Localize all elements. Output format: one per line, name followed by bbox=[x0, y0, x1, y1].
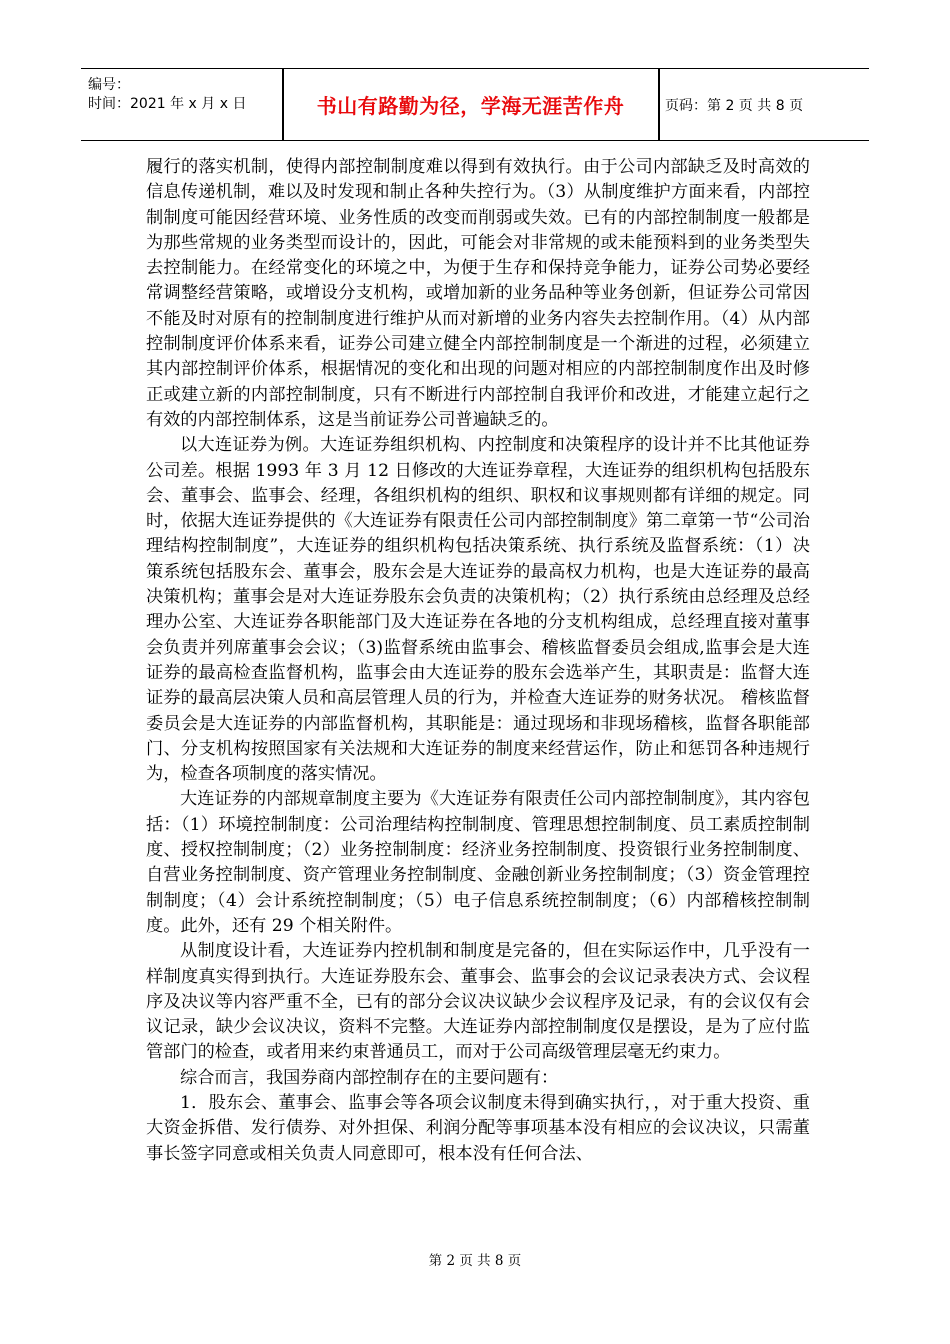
paragraph: 1．股东会、董事会、监事会等各项会议制度未得到确实执行，，对于重大投资、重大资金拆借、发行债券、对外担保、利润分配等事项基本没有相应的会议决议，只需董事长签字同意或相关负责人同意即可，根本没有任何合法、 bbox=[146, 1092, 810, 1164]
page-footer: 第 2 页 共 8 页 bbox=[428, 1253, 522, 1269]
header-divider bbox=[658, 69, 660, 140]
header-page-info: 页码：第 2 页 共 8 页 bbox=[665, 97, 804, 114]
time-label: 时间：2021 年 x 月 x 日 bbox=[88, 96, 247, 112]
document-body bbox=[146, 155, 810, 1167]
page-header bbox=[81, 68, 869, 141]
header-meta bbox=[81, 69, 281, 140]
header-motto: 书山有路勤为径，学海无涯苦作舟 bbox=[316, 94, 625, 118]
paragraph: 大连证券的内部规章制度主要为《大连证券有限责任公司内部控制制度》，其内容包括：（1）环境控制制度：公司治理结构控制制度、管理思想控制制度、员工素质控制制度、授权控制制度；（2）业务控制制度：经济业务控制制度、投资银行业务控制制度、自营业务控制制度、资产管理业务控制制度、金融创新业务控制制度；（3）资金管理控制制度；（4）会计系统控制制度；（5）电子信息系统控制制度；（6）内部稽核控制制度。此外，还有 29 个相关附件。 bbox=[146, 789, 810, 936]
paragraph: 综合而言，我国券商内部控制存在的主要问题有： bbox=[180, 1067, 559, 1088]
paragraph: 以大连证券为例。大连证券组织机构、内控制度和决策程序的设计并不比其他证券公司差。根据 1993 年 3 月 12 日修改的大连证券章程，大连证券的组织机构包括股东会、董事会、监事会、经理，各组织机构的组织、职权和议事规则都有详细的规定。同时，依据大连证券提供的《大连证券有限责任公司内部控制制度》第二章第一节“公司治理结构控制制度”，大连证券的组织机构包括决策系统、执行系统及监督系统：（1）决策系统包括股东会、董事会，股东会是大连证券的最高权力机构，也是大连证券的最高决策机构；董事会是对大连证券股东会负责的决策机构；（2）执行系统由总经理及总经理办公室、大连证券各职能部门及大连证券在各地的分支机构组成，总经理直接对董事会负责并列席董事会会议；（3)监督系统由监事会、稽核监督委员会组成,监事会是大连证券的最高检查监督机构，监事会由大连证券的股东会选举产生，其职责是：监督大连证券的最高层决策人员和高层管理人员的行为，并检查大连证券的财务状况。 稽核监督委员会是大连证券的内部监督机构，其职能是：通过现场和非现场稽核，监督各职能部门、分支机构按照国家有关法规和大连证券的制度来经营运作，防止和惩罚各种违规行为，检查各项制度的落实情况。 bbox=[146, 435, 810, 785]
paragraph: 从制度设计看，大连证券内控机制和制度是完备的，但在实际运作中，几乎没有一样制度真实得到执行。大连证券股东会、董事会、监事会的会议记录表决方式、会议程序及决议等内容严重不全，已有的部分会议决议缺少会议程序及记录，有的会议仅有会议记录，缺少会议决议，资料不完整。大连证券内部控制制度仅是摆设，是为了应付监管部门的检查，或者用来约束普通员工，而对于公司高级管理层毫无约束力。 bbox=[146, 941, 810, 1063]
paragraph: 履行的落实机制，使得内部控制制度难以得到有效执行。由于公司内部缺乏及时高效的信息传递机制，难以及时发现和制止各种失控行为。（3）从制度维护方面来看，内部控制制度可能因经营环境、业务性质的改变而削弱或失效。已有的内部控制制度一般都是为那些常规的业务类型而设计的，因此，可能会对非常规的或未能预料到的业务类型失去控制能力。在经常变化的环境之中，为便于生存和保持竞争能力，证券公司势必要经常调整经营策略，或增设分支机构，或增加新的业务品种等业务创新，但证券公司常因不能及时对原有的控制制度进行维护从而对新增的业务内容失去控制作用。（4）从内部控制制度评价体系来看，证券公司建立健全内部控制制度是一个渐进的过程，必须建立其内部控制评价体系，根据情况的变化和出现的问题对相应的内部控制制度作出及时修正或建立新的内部控制制度，只有不断进行内部控制自我评价和改进，才能建立起行之有效的内部控制体系，这是当前证券公司普遍缺乏的。 bbox=[146, 157, 810, 430]
number-label: 编号： bbox=[88, 77, 130, 93]
